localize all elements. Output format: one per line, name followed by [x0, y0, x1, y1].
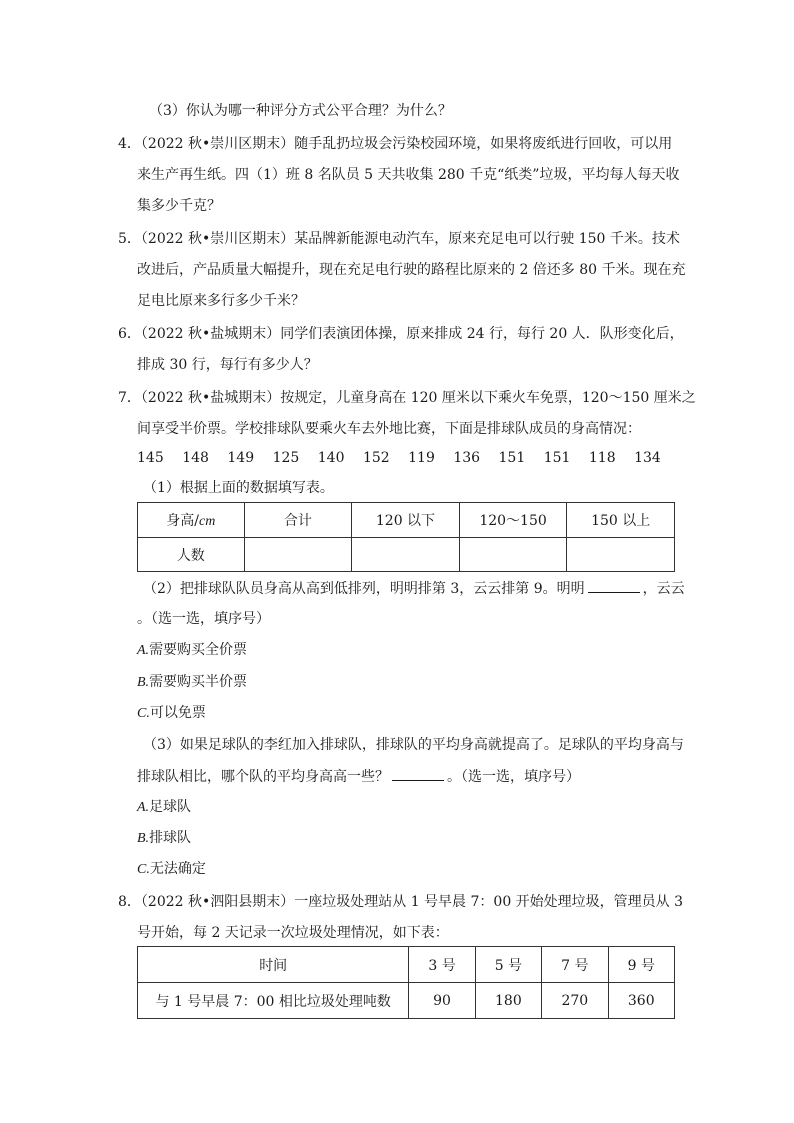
- table-header-col: 120～150: [459, 503, 567, 538]
- height-value: 140: [317, 450, 345, 466]
- q5-line1: 5．（2022 秋•崇川区期末）某品牌新能源电动汽车，原来充足电可以行驶 150 千米。技术: [118, 231, 680, 247]
- q7-sub3-option-b: B.排球队: [137, 830, 192, 846]
- q7-heights-list: [137, 448, 675, 468]
- table-cell: 与 1 号早晨 7：00 相比垃圾处理吨数: [138, 983, 409, 1019]
- q4-line3: 集多少千克？: [137, 198, 221, 214]
- answer-blank: [588, 578, 640, 593]
- table-row-label: 人数: [138, 538, 245, 572]
- answer-blank: [392, 766, 444, 781]
- q4-line1: 4．（2022 秋•崇川区期末）随手乱扔垃圾会污染校园环境，如果将废纸进行回收，可以用: [118, 136, 673, 152]
- table-header-cell: 5 号: [475, 947, 541, 983]
- q7-option-a: A.需要购买全价票: [137, 642, 248, 658]
- table-cell-empty: [567, 538, 675, 572]
- q6-line1: 6．（2022 秋•盐城期末）同学们表演团体操，原来排成 24 行，每行 20 人．队形变化后，: [118, 326, 684, 342]
- q7-sub2-line2: 。（选一选，填序号）: [137, 611, 270, 627]
- q8-line2: 号开始，每 2 天记录一次垃圾处理情况，如下表：: [137, 925, 449, 941]
- q7-sub1: （1）根据上面的数据填写表。: [143, 480, 334, 496]
- q5-line2: 改进后，产品质量大幅提升，现在充足电行驶的路程比原来的 2 倍还多 80 千米。现在充: [137, 262, 686, 278]
- q3-sub3-question: （3）你认为哪一种评分方式公平合理？为什么？: [149, 103, 452, 119]
- table-header-cell: 7 号: [542, 947, 608, 983]
- q6-line2: 排成 30 行，每行有多少人？: [137, 357, 318, 373]
- height-value: 119: [408, 450, 435, 466]
- height-value: 152: [362, 450, 390, 466]
- q7-option-c: C.可以免票: [137, 705, 206, 721]
- table-header-cell: 9 号: [608, 947, 674, 983]
- q5-line3: 足电比原来多行多少千米？: [137, 293, 305, 309]
- height-value: 136: [453, 450, 481, 466]
- table-cell: 270: [542, 983, 608, 1019]
- table-cell-empty: [459, 538, 567, 572]
- garbage-processing-table: [137, 946, 675, 1019]
- q7-line2: 间享受半价票。学校排球队要乘火车去外地比赛，下面是排球队成员的身高情况：: [137, 421, 641, 437]
- q7-sub3-option-c: C.无法确定: [137, 861, 206, 877]
- q7-sub3-line2: 排球队相比，哪个队的平均身高高一些？ 。（选一选，填序号）: [137, 766, 580, 787]
- table-header-col: 150 以上: [567, 503, 675, 538]
- height-value: 118: [588, 450, 616, 466]
- q7-sub3-line1: （3）如果足球队的李红加入排球队，排球队的平均身高就提高了。足球队的平均身高与: [143, 737, 684, 753]
- q7-line1: 7．（2022 秋•盐城期末）按规定，儿童身高在 120 厘米以下乘火车免票，120～150 厘米之: [118, 390, 696, 406]
- height-value: 149: [227, 450, 255, 466]
- q7-option-b: B.需要购买半价票: [137, 674, 248, 690]
- q8-line1: 8．（2022 秋•泗阳县期末）一座垃圾处理站从 1 号早晨 7：00 开始处理垃圾，管理员从 3: [118, 894, 684, 910]
- height-value: 145: [137, 450, 164, 466]
- height-value: 151: [498, 450, 526, 466]
- table-cell: 90: [409, 983, 475, 1019]
- height-value: 148: [182, 450, 209, 466]
- q4-line2: 来生产再生纸。四（1）班 8 名队员 5 天共收集 280 千克“纸类”垃圾，平均每人每天收: [137, 167, 680, 183]
- table-header-col: 120 以下: [352, 503, 460, 538]
- q7-sub3-option-a: A.足球队: [137, 799, 192, 815]
- table-header-col: 合计: [244, 503, 352, 538]
- table-cell-empty: [244, 538, 352, 572]
- table-header-cell: 3 号: [409, 947, 475, 983]
- height-value: 125: [272, 450, 300, 466]
- table-cell-empty: [352, 538, 460, 572]
- q7-sub2-line1: （2）把排球队队员身高从高到低排列，明明排第 3，云云排第 9。明明 ，云云: [143, 578, 685, 599]
- table-cell: 360: [608, 983, 674, 1019]
- height-count-table: [137, 502, 675, 572]
- height-value: 151: [543, 450, 571, 466]
- table-header-height: 身高/cm: [138, 503, 245, 538]
- height-value: 134: [634, 450, 661, 466]
- table-header-cell: 时间: [138, 947, 409, 983]
- table-cell: 180: [475, 983, 541, 1019]
